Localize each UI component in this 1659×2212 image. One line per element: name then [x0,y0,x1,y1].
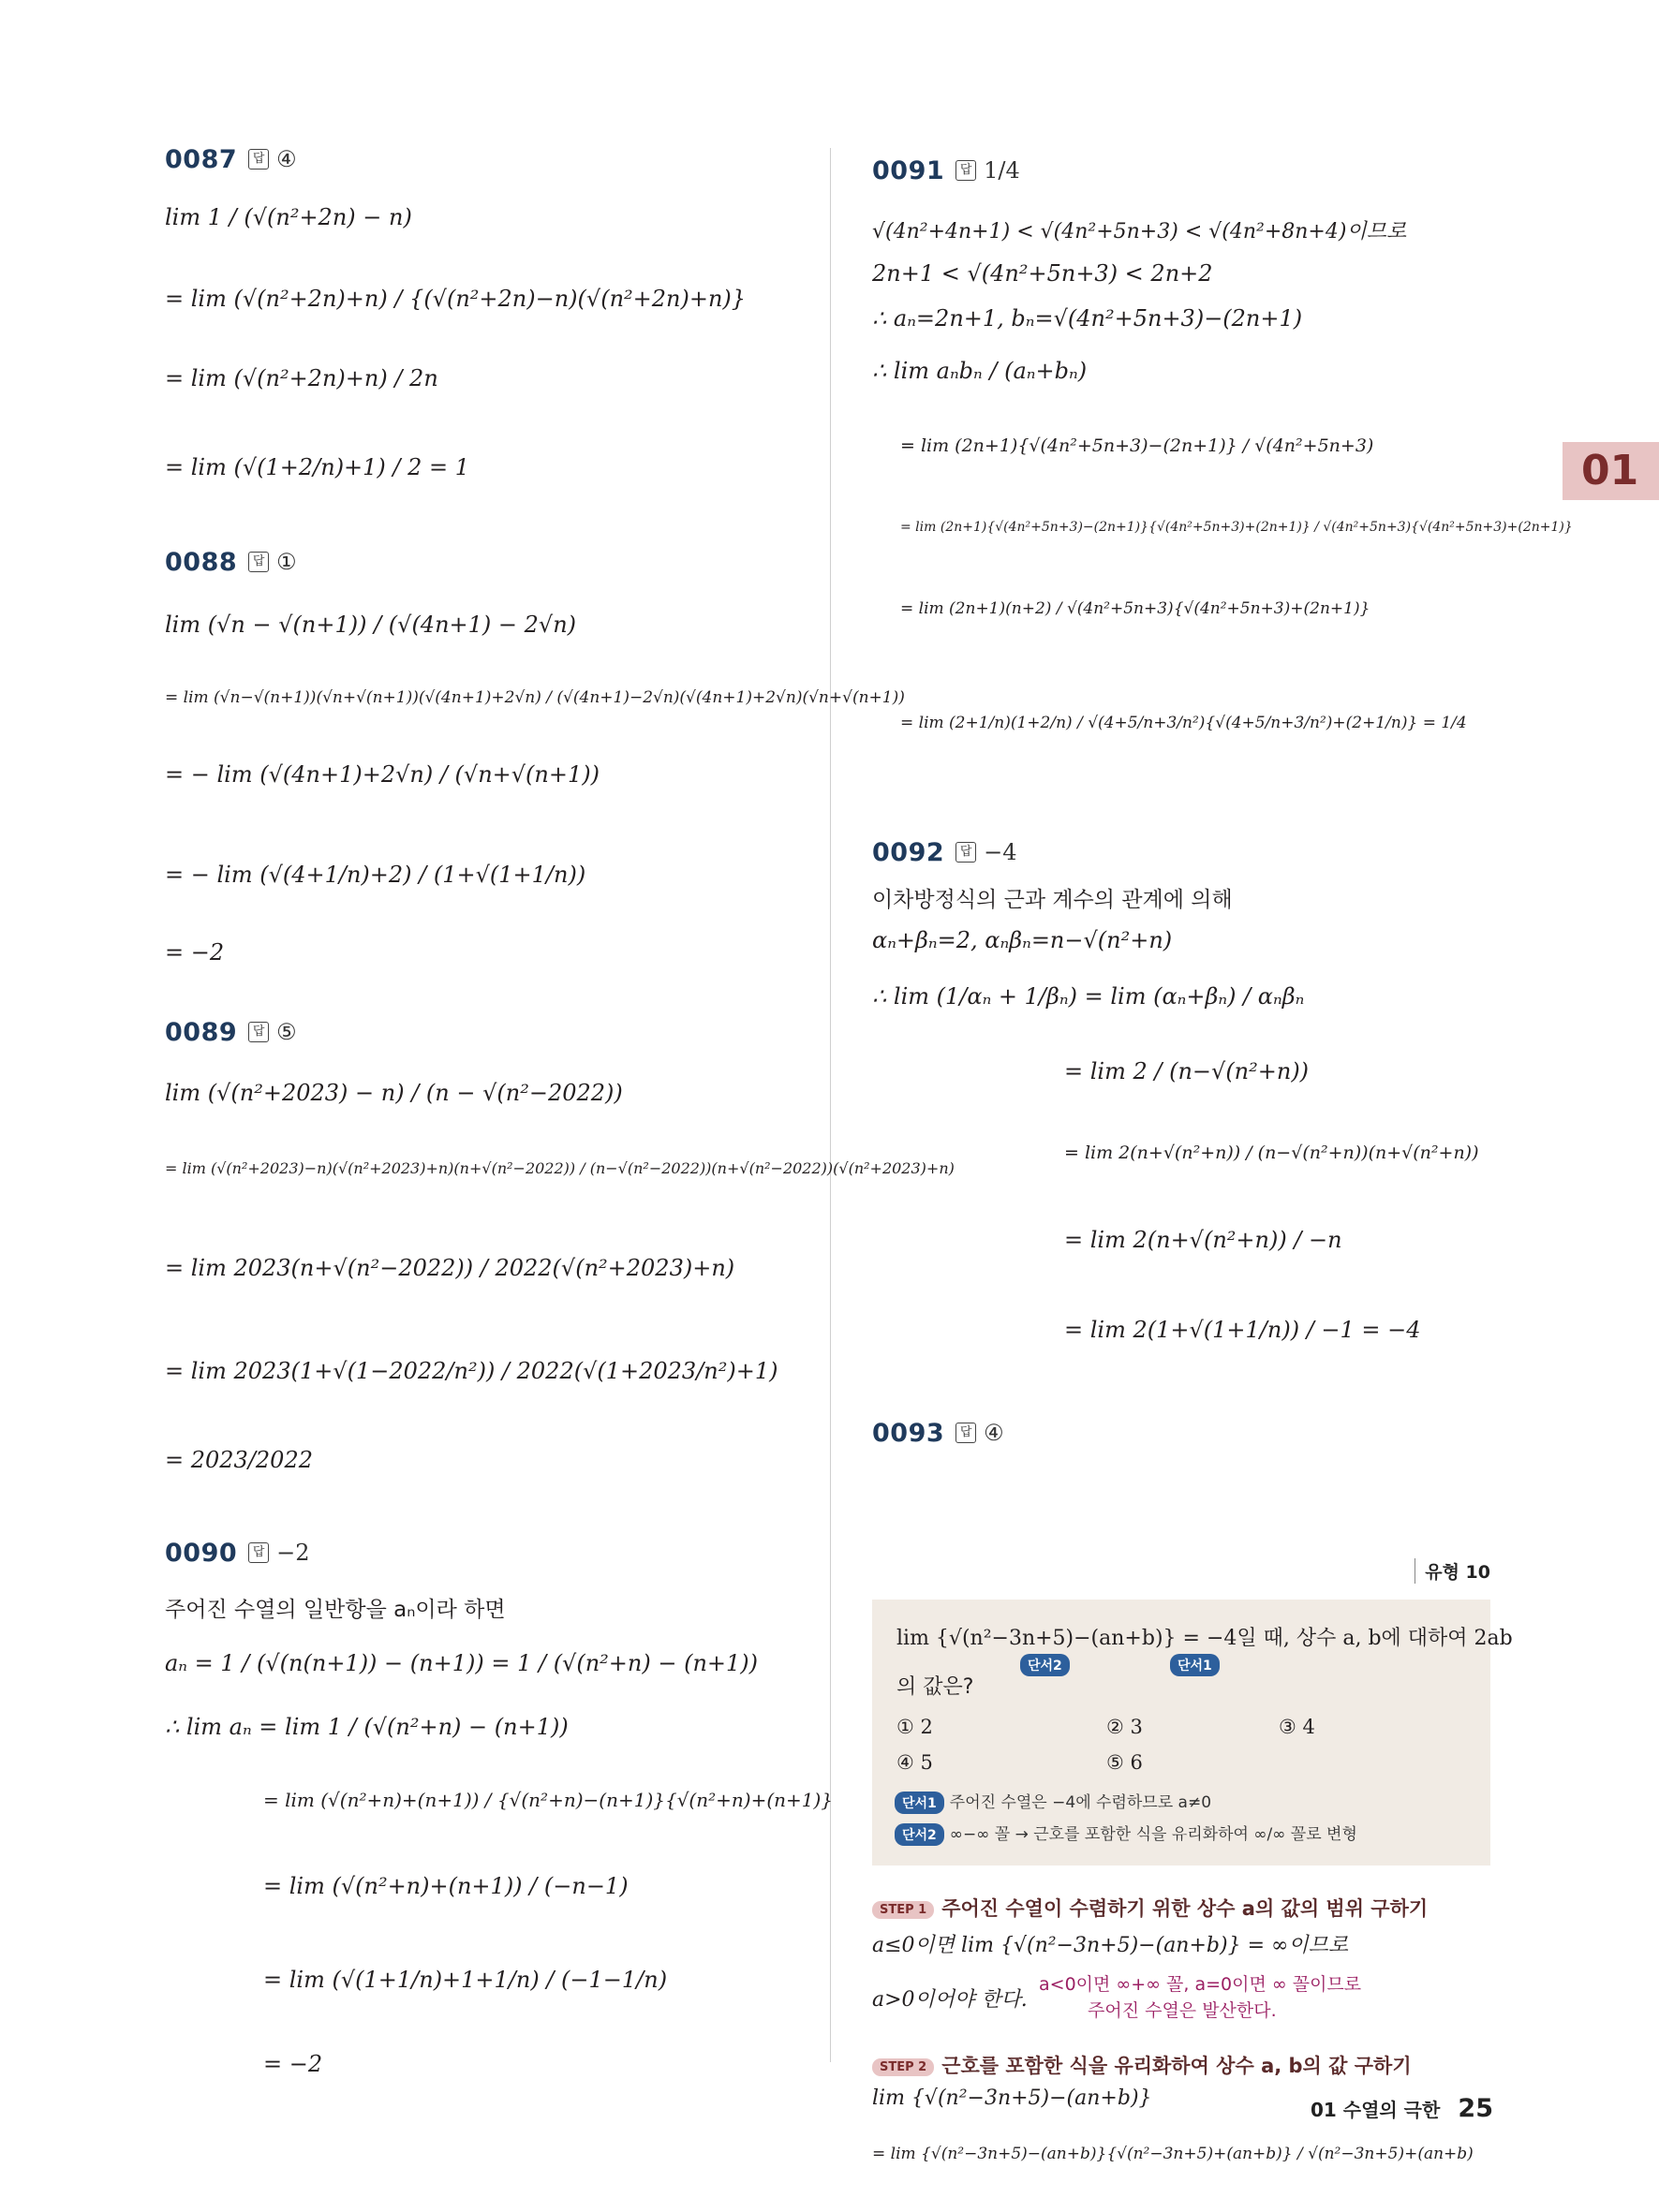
solution-line: = lim (2n+1){√(4n²+5n+3)−(2n+1)} / √(4n²+5n+3) [900,435,1374,456]
answer-badge: 답 [248,552,269,572]
solution-line: = lim 2(n+√(n²+n)) / (n−√(n²+n))(n+√(n²+n)) [1064,1143,1479,1163]
question-box [872,1600,1513,1865]
answer-value: −4 [984,839,1017,865]
step-2-heading [872,2051,1412,2079]
column-divider [830,148,831,2062]
choice-2[interactable]: ② 3 [1106,1716,1143,1738]
problem-0090 [165,1534,310,1571]
chapter-title: 01 수열의 극한 [1310,2099,1441,2121]
solution-line: = − lim (√(4+1/n)+2) / (1+√(1+1/n)) [165,862,586,888]
hint-label: 단서1 [895,1792,944,1814]
step-tag: STEP 2 [872,2058,934,2076]
solution-intro: 주어진 수열의 일반항을 aₙ이라 하면 [165,1598,506,1622]
problem-number: 0091 [872,155,945,185]
choice-5[interactable]: ⑤ 6 [1106,1751,1143,1774]
step-title: 주어진 수열이 수렴하기 위한 상수 a의 값의 범위 구하기 [941,1897,1429,1920]
solution-line: = lim (√(1+2/n)+1) / 2 = 1 [165,454,470,480]
solution-line: = lim 2(n+√(n²+n)) / −n [1064,1227,1342,1253]
solution-line: = lim (√(n²+n)+(n+1)) / {√(n²+n)−(n+1)}{√(n²+n)+(n+1)} [263,1789,834,1811]
answer-badge: 답 [955,160,976,181]
hint-text: 주어진 수열은 −4에 수렴하므로 a≠0 [949,1793,1212,1812]
problem-0088 [165,543,297,581]
answer-badge: 답 [248,1022,269,1042]
question-text: 의 값은? [896,1675,974,1699]
hint-text: ∞−∞ 꼴 → 근호를 포함한 식을 유리화하여 ∞/∞ 꼴로 변형 [949,1825,1357,1844]
solution-line: = −2 [165,939,225,966]
solution-intro: 이차방정식의 근과 계수의 관계에 의해 [872,888,1233,912]
solution-line: = lim (√(n²+2023)−n)(√(n²+2023)+n)(n+√(n²−2022)) / (n−√(n²−2022))(n+√(n²−2022))(√(n²+2023)+n) [165,1159,955,1177]
hint-2 [895,1821,1357,1846]
problem-number: 0090 [165,1538,238,1568]
solution-line: ∴ lim aₙbₙ / (aₙ+bₙ) [872,358,1088,384]
problem-type-tag: 유형 10 [1415,1558,1490,1584]
hint-1 [895,1789,1211,1814]
solution-line: = lim 2(1+√(1+1/n)) / −1 = −4 [1064,1317,1421,1343]
solution-line: = lim (√(n²+n)+(n+1)) / (−n−1) [263,1873,629,1899]
problem-number: 0089 [165,1017,238,1047]
problem-0089 [165,1013,297,1051]
answer-value: ⑤ [276,1019,297,1045]
solution-line: = lim (2n+1){√(4n²+5n+3)−(2n+1)}{√(4n²+5n+3)+(2n+1)} / √(4n²+5n+3){√(4n²+5n+3)+(2n+1)} [900,520,1573,535]
solution-line: a>0이어야 한다. [872,1988,1028,2012]
solution-line: = lim (√(1+1/n)+1+1/n) / (−1−1/n) [263,1967,668,1993]
solution-line: √(4n²+4n+1) < √(4n²+5n+3) < √(4n²+8n+4)이므로 [872,220,1407,243]
solution-line: = lim 2023(1+√(1−2022/n²)) / 2022(√(1+2023/n²)+1) [165,1358,778,1384]
solution-line: = 2023/2022 [165,1447,313,1473]
chapter-side-tab: 01 [1563,442,1659,500]
solution-line: = −2 [263,2051,323,2077]
page-number: 25 [1458,2094,1493,2123]
solution-line: = lim (√(n²+2n)+n) / 2n [165,365,438,391]
answer-value: ④ [276,146,297,172]
solution-line: αₙ+βₙ=2, αₙβₙ=n−√(n²+n) [872,927,1173,953]
answer-value: ④ [984,1420,1004,1446]
solution-line: = lim 2023(n+√(n²−2022)) / 2022(√(n²+2023)+n) [165,1255,735,1281]
solution-line: = − lim (√(4n+1)+2√n) / (√n+√(n+1)) [165,761,600,788]
problem-0092 [872,833,1017,871]
answer-badge: 답 [248,1542,269,1563]
answer-value: −2 [276,1540,310,1566]
solution-line: = lim (√n−√(n+1))(√n+√(n+1))(√(4n+1)+2√n) / (√(4n+1)−2√n)(√(4n+1)+2√n)(√n+√(n+1)) [165,688,905,707]
step-1-heading [872,1894,1428,1922]
answer-value: ① [276,549,297,575]
solution-line: lim 1 / (√(n²+2n) − n) [165,204,412,230]
step-1-note: a<0이면 ∞+∞ 꼴, a=0이면 ∞ 꼴이므로 [1039,1974,1362,1995]
clue-marker-2: 단서2 [1020,1654,1070,1676]
answer-badge: 답 [955,1423,976,1443]
choice-4[interactable]: ④ 5 [896,1751,933,1774]
solution-line: aₙ = 1 / (√(n(n+1)) − (n+1)) = 1 / (√(n²+n) − (n+1)) [165,1650,759,1676]
solution-line: = lim (2n+1)(n+2) / √(4n²+5n+3){√(4n²+5n+3)+(2n+1)} [900,599,1370,618]
choice-3[interactable]: ③ 4 [1279,1716,1315,1738]
answer-badge: 답 [248,149,269,170]
problem-0093 [872,1414,1004,1452]
problem-number: 0088 [165,547,238,577]
solution-line: a≤0이면 lim {√(n²−3n+5)−(an+b)} = ∞이므로 [872,1934,1349,1957]
step-title: 근호를 포함한 식을 유리화하여 상수 a, b의 값 구하기 [941,2055,1412,2077]
solution-line: = lim 2 / (n−√(n²+n)) [1064,1058,1310,1084]
solution-line: = lim (2+1/n)(1+2/n) / √(4+5/n+3/n²){√(4+5/n+3/n²)+(2+1/n)} = 1/4 [900,714,1467,732]
problem-number: 0092 [872,837,945,867]
solution-line: lim {√(n²−3n+5)−(an+b)} [872,2087,1152,2110]
solution-line: = lim (√(n²+2n)+n) / {(√(n²+2n)−n)(√(n²+2n)+n)} [165,286,747,312]
choice-1[interactable]: ① 2 [896,1716,933,1738]
problem-number: 0087 [165,144,238,174]
step-tag: STEP 1 [872,1901,934,1919]
problem-number: 0093 [872,1418,945,1448]
clue-marker-1: 단서1 [1170,1654,1220,1676]
solution-line: lim (√n − √(n+1)) / (√(4n+1) − 2√n) [165,612,577,638]
question-text: lim {√(n²−3n+5)−(an+b)} = −4일 때, 상수 a, b에 대하여 2ab [896,1627,1513,1650]
answer-badge: 답 [955,842,976,863]
problem-0091 [872,152,1020,189]
solution-line: ∴ aₙ=2n+1, bₙ=√(4n²+5n+3)−(2n+1) [872,305,1303,332]
step-1-note: 주어진 수열은 발산한다. [1088,2000,1277,2021]
solution-line: 2n+1 < √(4n²+5n+3) < 2n+2 [872,260,1213,287]
problem-0087 [165,140,297,178]
solution-line: ∴ lim (1/αₙ + 1/βₙ) = lim (αₙ+βₙ) / αₙβₙ [872,983,1305,1010]
answer-value: 1/4 [984,157,1020,184]
solution-line: ∴ lim aₙ = lim 1 / (√(n²+n) − (n+1)) [165,1714,569,1740]
hint-label: 단서2 [895,1823,944,1846]
page-footer [1311,2094,1493,2123]
solution-line: = lim {√(n²−3n+5)−(an+b)}{√(n²−3n+5)+(an+b)} / √(n²−3n+5)+(an+b) [872,2145,1474,2163]
solution-line: lim (√(n²+2023) − n) / (n − √(n²−2022)) [165,1080,623,1106]
